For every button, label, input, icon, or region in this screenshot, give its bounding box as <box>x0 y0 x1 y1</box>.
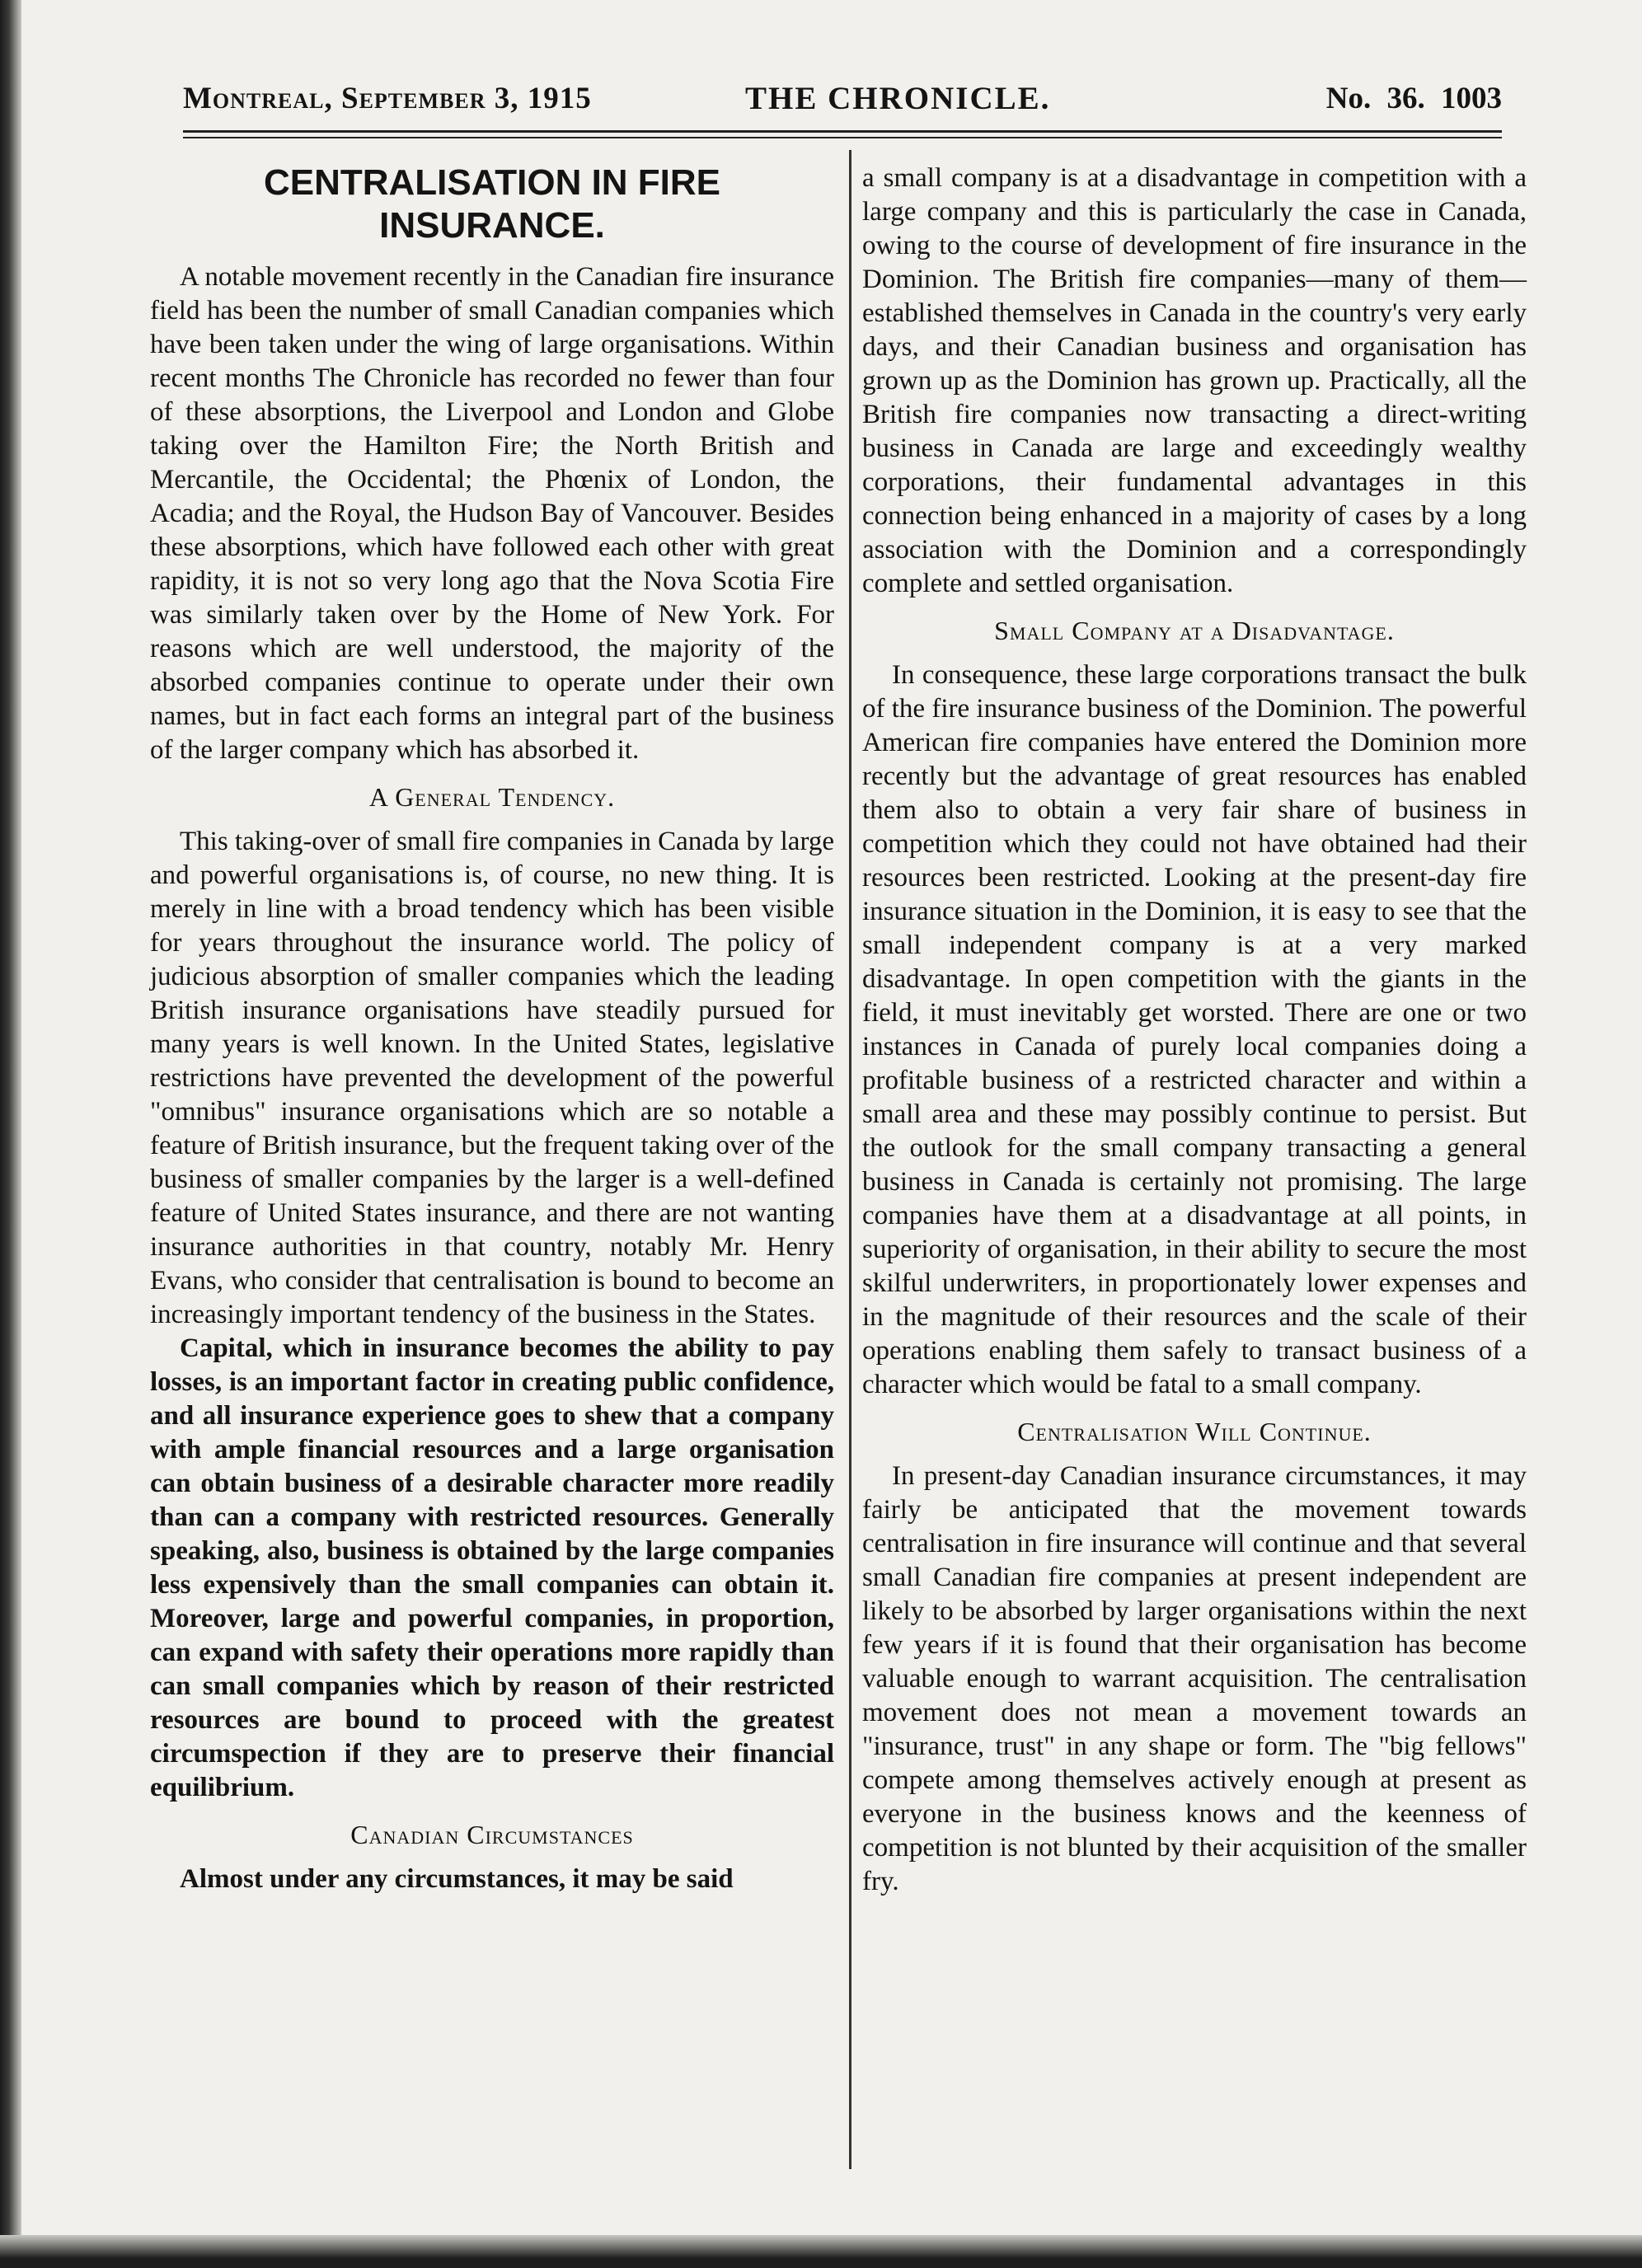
header-rule-top <box>183 130 1502 133</box>
header-title: THE CHRONICLE. <box>745 81 1051 116</box>
subhead-canadian-circumstances: Canadian Circumstances <box>350 1820 634 1849</box>
headline-line-1: CENTRALISATION IN FIRE <box>263 162 721 203</box>
column-left <box>150 162 834 1896</box>
header-issue-number: No. 36. <box>1325 82 1425 115</box>
paragraph-6: In present-day Canadian insurance circumstances, it may fairly be anticipated that the movement towards centralisation in fire insurance will continue and that several small Canadian fire companies at present independent are likely to be absorbed by larger organisations within the next few years if it is found that their organisation has become valuable enough to warrant acquisition. The centralisation movement does not mean a movement towards an "insurance, trust" in any shape or form. The "big fellows" compete among themselves actively enough at present as everyone in the business knows and the keenness of competition is not blunted by their acquisition of the smaller fry. <box>862 1461 1527 1896</box>
subhead-centralisation-will-continue: Centralisation Will Continue. <box>1017 1417 1372 1446</box>
paragraph-4-start: Almost under any circumstances, it may be said <box>180 1864 734 1894</box>
page-edge-shadow-bottom <box>0 2235 1642 2268</box>
subhead-general-tendency: A General Tendency. <box>368 782 616 812</box>
paragraph-4-continued: a small company is at a disadvantage in competition with a large company and this is particularly the case in Canada, owing to the course of development of fire insurance in the Dominion. The British fire companies—many of them—established themselves in Canada in the country's very early days, and their Canadian business and organisation has grown up as the Dominion has grown up. Practically, all the British fire companies now transacting a direct-writing business in Canada are large and exceedingly wealthy corporations, their fundamental advantages in this connection being enhanced in a majority of cases by a long association with the Dominion and a correspondingly complete and settled organisation. <box>862 163 1527 598</box>
paragraph-3: Capital, which in insurance becomes the ability to pay losses, is an important factor in creating public confidence, and all insurance experience goes to shew that a company with ample financial resources and a large organisation can obtain business of a desirable character more readily than can a company with restricted resources. Generally speaking, also, business is obtained by the large companies less expensively than the small companies can obtain it. Moreover, large and powerful companies, in proportion, can expand with safety their operations more rapidly than can small companies which by reason of their restricted resources are bound to proceed with the greatest circumspection if they are to preserve their financial equilibrium. <box>150 1333 834 1802</box>
paragraph-1: A notable movement recently in the Canadian fire insurance field has been the number of small Canadian companies which have been taken under the wing of large organisations. Within recent months The Chronicle has recorded no fewer than four of these absorptions, the Liverpool and London and Globe taking over the Hamilton Fire; the North British and Mercantile, the Occidental; the Phœnix of London, the Acadia; and the Royal, the Hudson Bay of Vancouver. Besides these absorptions, which have followed each other with great rapidity, it is not so very long ago that the Nova Scotia Fire was similarly taken over by the Home of New York. For reasons which are well understood, the majority of the absorbed companies continue to operate under their own names, but in fact each forms an integral part of the business of the larger company which has absorbed it. <box>150 262 834 765</box>
paragraph-2: This taking-over of small fire companies in Canada by large and powerful organisations is, of course, no new thing. It is merely in line with a broad tendency which has been visible for years throughout the insurance world. The policy of judicious absorption of smaller companies which the leading British insurance organisations have steadily pursued for many years is well known. In the United States, legislative restrictions have prevented the development of the powerful "omnibus" insurance organisations which are so notable a feature of British insurance, but the frequent taking over of the business of smaller companies by the larger is a well-defined feature of United States insurance, and there are not wanting insurance authorities in that country, notably Mr. Henry Evans, who consider that centralisation is bound to become an increasingly important tendency of the business in the States. <box>150 827 834 1329</box>
header-date: Montreal, September 3, 1915 <box>183 82 592 115</box>
column-right <box>862 162 1527 1899</box>
subhead-small-company: Small Company at a Disadvantage. <box>994 616 1395 645</box>
page-edge-shadow-left <box>0 0 21 2268</box>
paragraph-5: In consequence, these large corporations transact the bulk of the fire insurance business of the Dominion. The powerful American fire companies have entered the Dominion more recently but the advantage of great resources has enabled them also to obtain a very fair share of business in competition which they could not have obtained had their resources been restricted. Looking at the present-day fire insurance situation in the Dominion, it is easy to see that the small independent company is at a very marked disadvantage. In open competition with the giants in the field, it must inevitably get worsted. There are one or two instances in Canada of purely local companies doing a profitable business of a restricted character and within a small area and these may possibly continue to persist. But the outlook for the small company transacting a general business in Canada is certainly not promising. The large companies have them at a disadvantage at all points, in superiority of organisation, in their ability to secure the most skilful underwriters, in proportionately lower expenses and in the magnitude of their resources and the scale of their operations enabling them safely to transact business of a character which would be fatal to a small company. <box>862 660 1527 1399</box>
header-rule-bottom <box>183 137 1502 138</box>
page-header <box>183 79 1502 129</box>
header-issue-page <box>1326 79 1502 119</box>
column-divider <box>849 150 851 2169</box>
headline-line-2: INSURANCE. <box>379 205 605 246</box>
article-headline <box>150 162 834 247</box>
header-page-number: 1003 <box>1441 82 1502 115</box>
